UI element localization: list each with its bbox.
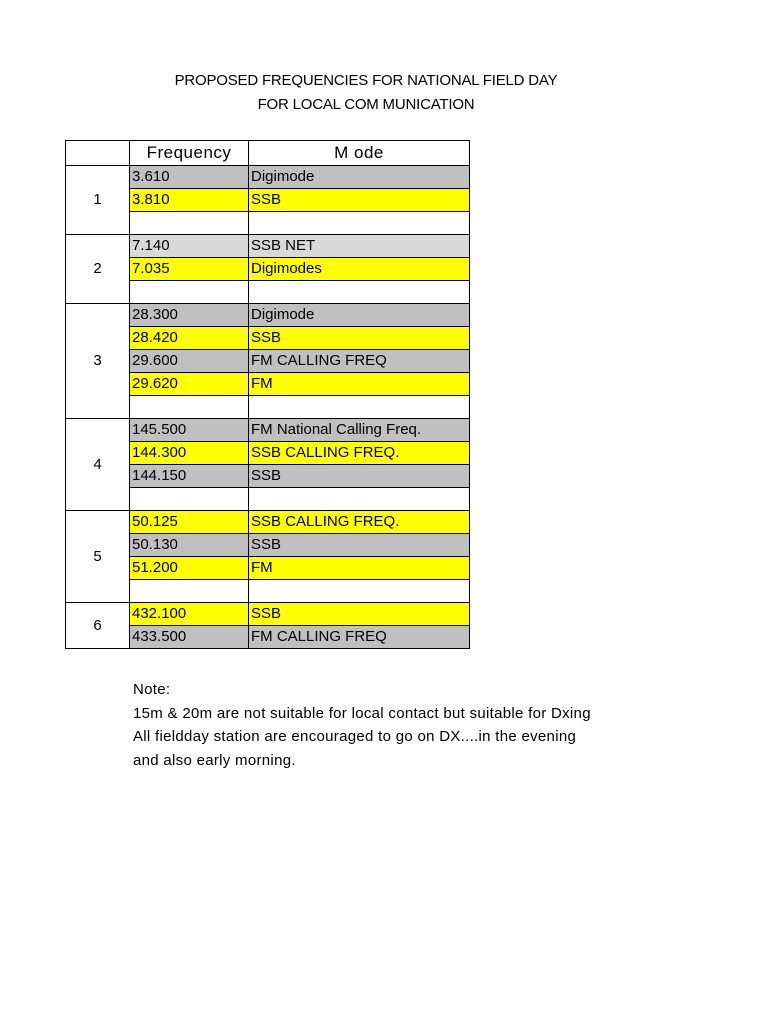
mode-cell: SSB CALLING FREQ.	[249, 442, 470, 465]
band-group-number: 4	[66, 419, 130, 511]
mode-cell: FM CALLING FREQ	[249, 350, 470, 373]
table-body	[66, 166, 470, 649]
frequency-cell	[130, 212, 249, 235]
table-row	[66, 419, 470, 442]
mode-cell	[249, 488, 470, 511]
frequency-cell: 144.150	[130, 465, 249, 488]
mode-cell: SSB NET	[249, 235, 470, 258]
mode-cell: SSB	[249, 465, 470, 488]
band-group-number: 5	[66, 511, 130, 603]
frequency-cell: 51.200	[130, 557, 249, 580]
table-row	[66, 166, 470, 189]
document-subtitle: FOR LOCAL COM MUNICATION	[257, 96, 475, 113]
mode-cell: SSB	[249, 189, 470, 212]
frequency-cell: 29.600	[130, 350, 249, 373]
mode-cell	[249, 212, 470, 235]
frequency-cell	[130, 488, 249, 511]
mode-cell: Digimodes	[249, 258, 470, 281]
mode-cell: FM	[249, 373, 470, 396]
mode-cell: Digimode	[249, 166, 470, 189]
document-title: PROPOSED FREQUENCIES FOR NATIONAL FIELD DAY	[174, 72, 558, 89]
mode-cell: SSB CALLING FREQ.	[249, 511, 470, 534]
mode-cell: SSB	[249, 603, 470, 626]
frequency-cell: 3.810	[130, 189, 249, 212]
mode-cell	[249, 580, 470, 603]
frequency-cell	[130, 281, 249, 304]
frequency-cell: 50.130	[130, 534, 249, 557]
mode-cell: SSB	[249, 534, 470, 557]
frequency-cell: 7.035	[130, 258, 249, 281]
table-row	[66, 603, 470, 626]
notes-heading: Note:	[133, 681, 171, 698]
note-line: 15m & 20m are not suitable for local contact but suitable for Dxing	[133, 704, 591, 722]
table-row	[66, 511, 470, 534]
mode-cell	[249, 396, 470, 419]
frequency-cell: 29.620	[130, 373, 249, 396]
note-line: and also early morning.	[133, 751, 296, 769]
header-empty-cell	[66, 141, 130, 166]
header-frequency: Frequency	[130, 141, 249, 166]
mode-cell: FM National Calling Freq.	[249, 419, 470, 442]
frequency-cell	[130, 580, 249, 603]
header-mode: M ode	[249, 141, 470, 166]
table-row	[66, 235, 470, 258]
band-group-number: 6	[66, 603, 130, 649]
note-line: All fieldday station are encouraged to go on DX....in the evening	[133, 728, 577, 745]
mode-cell: Digimode	[249, 304, 470, 327]
band-group-number: 1	[66, 166, 130, 235]
frequency-table	[65, 140, 470, 649]
frequency-cell	[130, 396, 249, 419]
notes-section	[133, 678, 591, 772]
band-group-number: 3	[66, 304, 130, 419]
mode-cell: FM	[249, 557, 470, 580]
frequency-cell: 28.420	[130, 327, 249, 350]
table-row	[66, 304, 470, 327]
frequency-cell: 145.500	[130, 419, 249, 442]
frequency-cell: 28.300	[130, 304, 249, 327]
frequency-cell: 144.300	[130, 442, 249, 465]
frequency-cell: 3.610	[130, 166, 249, 189]
mode-cell	[249, 281, 470, 304]
frequency-cell: 7.140	[130, 235, 249, 258]
frequency-cell: 50.125	[130, 511, 249, 534]
table-header-row	[66, 141, 470, 166]
frequency-cell: 433.500	[130, 626, 249, 649]
mode-cell: FM CALLING FREQ	[249, 626, 470, 649]
frequency-cell: 432.100	[130, 603, 249, 626]
band-group-number: 2	[66, 235, 130, 304]
mode-cell: SSB	[249, 327, 470, 350]
